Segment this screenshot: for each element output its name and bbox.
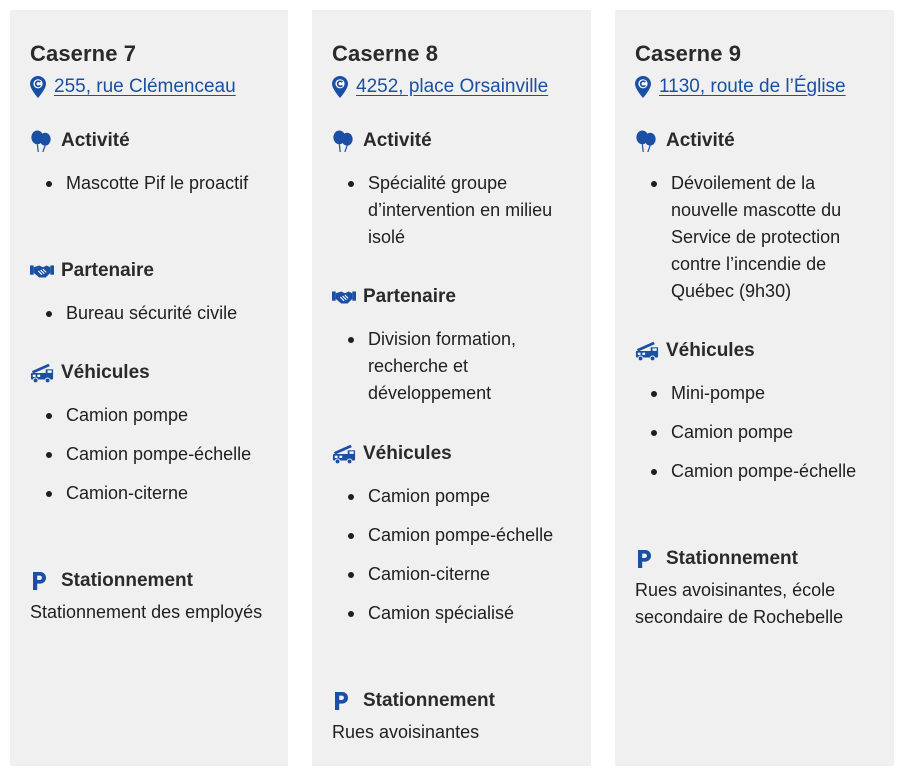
map-pin-icon: [635, 76, 651, 98]
list-item: Spécialité groupe d’intervention en milieu isolé: [332, 170, 579, 251]
activity-list: [635, 170, 882, 305]
card-caserne-8: [312, 10, 591, 766]
parking-icon: [635, 548, 659, 570]
balloons-icon: [30, 130, 54, 152]
section-activity: [635, 129, 882, 153]
map-pin-icon: [332, 76, 348, 98]
vehicle-list: [332, 483, 579, 627]
section-label: Véhicules: [666, 340, 755, 361]
section-label: Stationnement: [363, 690, 495, 711]
address: [332, 76, 581, 98]
section-label: Véhicules: [363, 443, 452, 464]
section-partner: [332, 285, 579, 309]
address: [635, 76, 884, 98]
address: [30, 76, 278, 98]
handshake-icon: [332, 286, 356, 308]
fire-truck-icon: [30, 362, 54, 384]
balloons-icon: [332, 130, 356, 152]
list-item: Camion pompe-échelle: [635, 458, 882, 485]
address-link[interactable]: 255, rue Clémenceau: [54, 76, 236, 97]
section-partner: [30, 259, 276, 283]
list-item: Bureau sécurité civile: [30, 300, 276, 327]
list-item: Division formation, recherche et développement: [332, 326, 579, 407]
partner-list: [30, 300, 276, 327]
card-title: Caserne 7: [30, 41, 137, 66]
handshake-icon: [30, 260, 54, 282]
list-item: Camion-citerne: [30, 480, 276, 507]
address-link[interactable]: 4252, place Orsainville: [356, 76, 549, 97]
section-parking: [635, 547, 882, 571]
section-vehicles: [30, 361, 276, 385]
activity-list: [30, 170, 276, 197]
section-label: Partenaire: [61, 260, 154, 281]
list-item: Camion pompe: [30, 402, 276, 429]
partner-list: [332, 326, 579, 407]
map-pin-icon: [30, 76, 46, 98]
card-title: Caserne 8: [332, 41, 439, 66]
list-item: Mascotte Pif le proactif: [30, 170, 276, 197]
list-item: Camion pompe-échelle: [30, 441, 276, 468]
list-item: Dévoilement de la nouvelle mascotte du Service de protection contre l’incendie de Québec (9h30): [635, 170, 882, 305]
parking-text: Stationnement des employés: [30, 602, 263, 622]
section-parking: [30, 569, 276, 593]
section-activity: [332, 129, 579, 153]
address-link[interactable]: 1130, route de l’Église: [659, 76, 846, 97]
fire-truck-icon: [635, 340, 659, 362]
section-label: Stationnement: [666, 548, 798, 569]
section-label: Activité: [61, 130, 130, 151]
parking-icon: [30, 570, 54, 592]
section-vehicles: [635, 339, 882, 363]
list-item: Camion pompe-échelle: [332, 522, 579, 549]
balloons-icon: [635, 130, 659, 152]
list-item: Camion-citerne: [332, 561, 579, 588]
card-caserne-9: [615, 10, 894, 766]
fire-truck-icon: [332, 443, 356, 465]
list-item: Camion pompe: [635, 419, 882, 446]
section-label: Véhicules: [61, 362, 150, 383]
section-label: Stationnement: [61, 570, 193, 591]
parking-text: Rues avoisinantes: [332, 722, 480, 742]
activity-list: [332, 170, 579, 251]
card-caserne-7: [10, 10, 288, 766]
list-item: Mini-pompe: [635, 380, 882, 407]
section-activity: [30, 129, 276, 153]
list-item: Camion pompe: [332, 483, 579, 510]
vehicle-list: [30, 402, 276, 507]
section-parking: [332, 689, 579, 713]
parking-icon: [332, 690, 356, 712]
section-label: Partenaire: [363, 286, 456, 307]
list-item: Camion spécialisé: [332, 600, 579, 627]
parking-text: Rues avoisinantes, école secondaire de Rochebelle: [635, 580, 844, 627]
section-label: Activité: [666, 130, 735, 151]
vehicle-list: [635, 380, 882, 485]
card-title: Caserne 9: [635, 41, 742, 66]
section-label: Activité: [363, 130, 432, 151]
section-vehicles: [332, 442, 579, 466]
